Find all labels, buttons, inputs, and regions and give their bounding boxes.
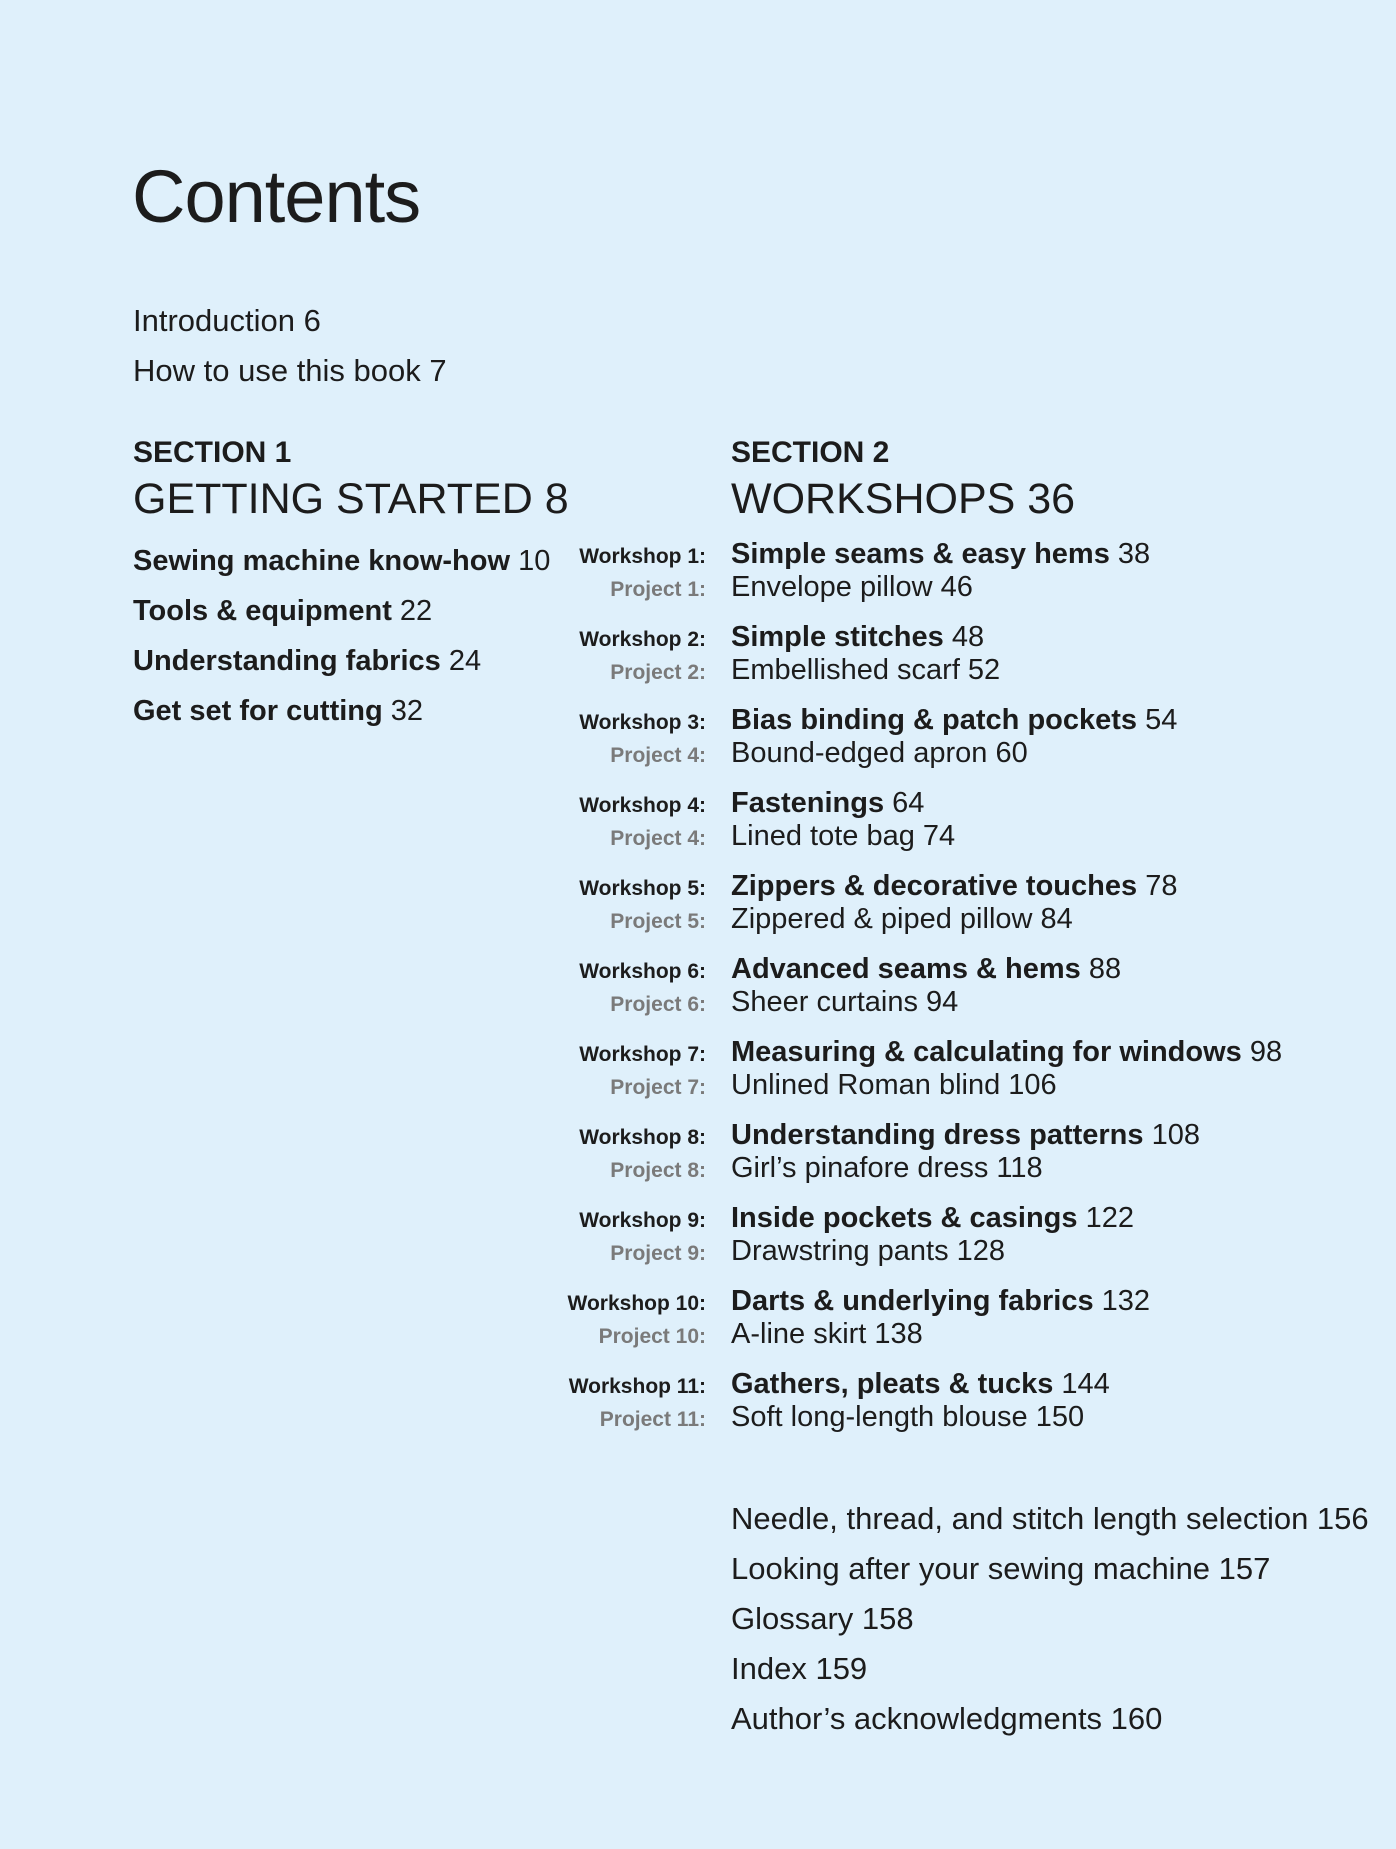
workshop-tag: Workshop 5: xyxy=(579,877,706,900)
project-title: Bound-edged apron 60 xyxy=(731,737,1028,769)
workshop-row[interactable] xyxy=(540,870,1360,903)
workshop-tag: Workshop 10: xyxy=(567,1292,706,1315)
workshop-group xyxy=(540,1285,1360,1351)
project-tag: Project 1: xyxy=(610,578,706,601)
item-page: 32 xyxy=(390,695,424,727)
section-1-label: SECTION 1 xyxy=(133,436,292,469)
project-title: Sheer curtains 94 xyxy=(731,986,959,1018)
section-1-list xyxy=(133,536,550,736)
workshop-title: Simple stitches xyxy=(731,621,944,653)
workshop-page: 64 xyxy=(892,787,925,819)
workshop-page: 38 xyxy=(1117,538,1151,570)
item-page: 24 xyxy=(448,645,482,677)
workshop-page: 144 xyxy=(1061,1368,1110,1400)
workshop-row[interactable] xyxy=(540,1036,1360,1069)
section-2-title[interactable]: WORKSHOPS 36 xyxy=(731,475,1076,523)
workshop-group xyxy=(540,1119,1360,1185)
workshop-title: Bias binding & patch pockets xyxy=(731,704,1138,736)
workshop-group xyxy=(540,953,1360,1019)
workshop-row[interactable] xyxy=(540,787,1360,820)
workshop-group xyxy=(540,1202,1360,1268)
workshop-row[interactable] xyxy=(540,538,1360,571)
workshop-group xyxy=(540,538,1360,604)
workshop-row[interactable] xyxy=(540,1368,1360,1401)
workshop-title: Advanced seams & hems xyxy=(731,953,1081,985)
section-1-item[interactable] xyxy=(133,586,550,636)
workshop-tag: Workshop 1: xyxy=(579,545,706,568)
workshop-row[interactable] xyxy=(540,1202,1360,1235)
project-tag: Project 11: xyxy=(599,1408,706,1431)
project-row[interactable] xyxy=(540,820,1360,853)
item-title: Tools & equipment xyxy=(133,595,392,627)
workshop-tag: Workshop 4: xyxy=(579,794,706,817)
workshop-page: 108 xyxy=(1151,1119,1200,1151)
section-1-item[interactable] xyxy=(133,686,550,736)
project-tag: Project 6: xyxy=(610,993,706,1016)
project-row[interactable] xyxy=(540,1401,1360,1434)
intro-item[interactable]: Introduction 6 xyxy=(133,303,321,338)
workshop-page: 48 xyxy=(951,621,985,653)
workshop-page: 88 xyxy=(1088,953,1122,985)
workshop-row[interactable] xyxy=(540,953,1360,986)
workshop-page: 98 xyxy=(1249,1036,1283,1068)
item-title: Understanding fabrics xyxy=(133,645,441,677)
back-matter-list xyxy=(731,1494,1369,1744)
project-tag: Project 5: xyxy=(610,910,706,933)
workshop-group xyxy=(540,787,1360,853)
workshop-title: Gathers, pleats & tucks xyxy=(731,1368,1054,1400)
project-tag: Project 4: xyxy=(610,827,706,850)
item-title: Get set for cutting xyxy=(133,695,383,727)
workshop-title: Understanding dress patterns xyxy=(731,1119,1144,1151)
workshop-row[interactable] xyxy=(540,621,1360,654)
workshop-page: 78 xyxy=(1145,870,1178,902)
item-page: 22 xyxy=(399,595,433,627)
workshop-tag: Workshop 2: xyxy=(579,628,706,651)
project-title: A-line skirt 138 xyxy=(731,1318,923,1350)
intro-item[interactable]: How to use this book 7 xyxy=(133,353,447,388)
section-1-item[interactable] xyxy=(133,636,550,686)
workshop-list xyxy=(540,538,1360,1451)
back-matter-item[interactable]: Glossary 158 xyxy=(731,1601,914,1636)
project-tag: Project 10: xyxy=(598,1325,706,1348)
workshop-tag: Workshop 3: xyxy=(579,711,706,734)
item-title: Sewing machine know-how xyxy=(133,545,511,577)
intro-list xyxy=(133,296,447,396)
project-title: Soft long-length blouse 150 xyxy=(731,1401,1085,1433)
project-title: Zippered & piped pillow 84 xyxy=(731,903,1073,935)
back-matter-item[interactable]: Author’s acknowledgments 160 xyxy=(731,1701,1163,1736)
project-row[interactable] xyxy=(540,654,1360,687)
workshop-group xyxy=(540,621,1360,687)
workshop-row[interactable] xyxy=(540,1285,1360,1318)
workshop-title: Zippers & decorative touches xyxy=(731,870,1138,902)
section-1-title[interactable]: GETTING STARTED 8 xyxy=(133,475,569,523)
workshop-row[interactable] xyxy=(540,1119,1360,1152)
project-row[interactable] xyxy=(540,737,1360,770)
workshop-group xyxy=(540,704,1360,770)
project-title: Lined tote bag 74 xyxy=(731,820,956,852)
back-matter-item[interactable]: Looking after your sewing machine 157 xyxy=(731,1551,1271,1586)
project-row[interactable] xyxy=(540,1152,1360,1185)
project-row[interactable] xyxy=(540,1069,1360,1102)
project-title: Drawstring pants 128 xyxy=(731,1235,1006,1267)
workshop-tag: Workshop 7: xyxy=(579,1043,706,1066)
page-title: Contents xyxy=(132,155,421,238)
project-tag: Project 8: xyxy=(610,1159,706,1182)
project-title: Girl’s pinafore dress 118 xyxy=(731,1152,1043,1184)
workshop-title: Simple seams & easy hems xyxy=(731,538,1110,570)
project-row[interactable] xyxy=(540,986,1360,1019)
project-tag: Project 7: xyxy=(610,1076,706,1099)
workshop-title: Measuring & calculating for windows xyxy=(731,1036,1242,1068)
item-page: 10 xyxy=(518,545,551,577)
workshop-tag: Workshop 8: xyxy=(579,1126,706,1149)
workshop-group xyxy=(540,1368,1360,1434)
workshop-title: Fastenings xyxy=(731,787,885,819)
workshop-page: 132 xyxy=(1101,1285,1151,1317)
project-tag: Project 2: xyxy=(610,661,706,684)
workshop-page: 122 xyxy=(1085,1202,1134,1234)
project-title: Embellished scarf 52 xyxy=(731,654,1001,686)
project-row[interactable] xyxy=(540,1318,1360,1351)
workshop-tag: Workshop 11: xyxy=(568,1375,706,1398)
workshop-group xyxy=(540,1036,1360,1102)
workshop-page: 54 xyxy=(1145,704,1178,736)
workshop-title: Inside pockets & casings xyxy=(731,1202,1078,1234)
back-matter-item[interactable]: Needle, thread, and stitch length selection 156 xyxy=(731,1501,1369,1536)
workshop-tag: Workshop 9: xyxy=(579,1209,706,1232)
workshop-tag: Workshop 6: xyxy=(579,960,706,983)
project-title: Envelope pillow 46 xyxy=(731,571,973,603)
section-2-label: SECTION 2 xyxy=(731,436,890,469)
workshop-row[interactable] xyxy=(540,704,1360,737)
project-tag: Project 4: xyxy=(610,744,706,767)
project-row[interactable] xyxy=(540,571,1360,604)
project-title: Unlined Roman blind 106 xyxy=(731,1069,1057,1101)
workshop-group xyxy=(540,870,1360,936)
project-row[interactable] xyxy=(540,1235,1360,1268)
project-tag: Project 9: xyxy=(610,1242,706,1265)
back-matter-item[interactable]: Index 159 xyxy=(731,1651,868,1686)
project-row[interactable] xyxy=(540,903,1360,936)
workshop-title: Darts & underlying fabrics xyxy=(731,1285,1094,1317)
section-1-item[interactable] xyxy=(133,536,550,586)
